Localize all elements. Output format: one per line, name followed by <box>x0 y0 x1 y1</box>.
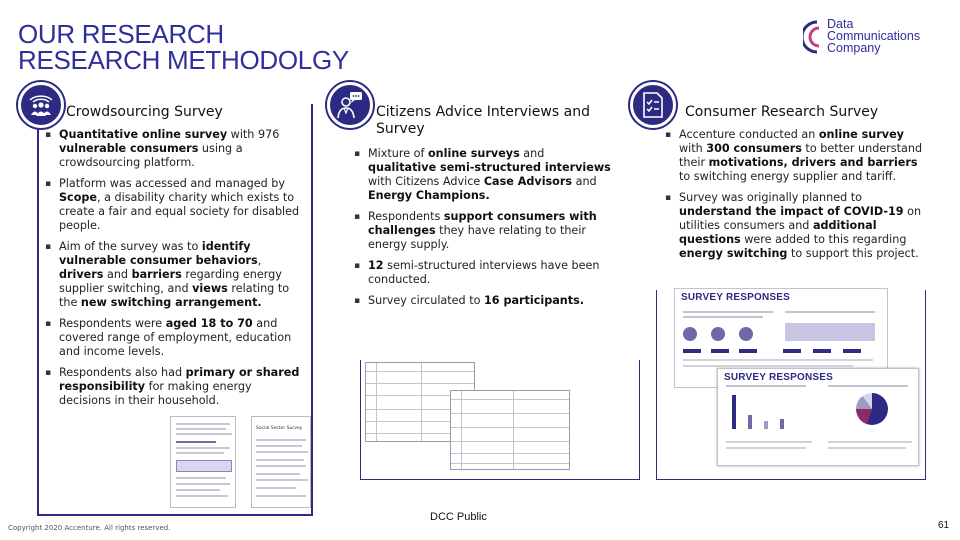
bullet-text: aged 18 to 70 <box>165 317 253 330</box>
dcc-logo-mark-icon <box>803 20 821 54</box>
bullet-item <box>45 128 307 170</box>
bullet-text: with <box>679 142 707 155</box>
bullet-text: Survey was originally planned to <box>679 191 862 204</box>
page-number: 61 <box>938 520 950 531</box>
page-title-line2: RESEARCH METHODOLGY <box>18 45 349 75</box>
bullet-item <box>354 147 616 203</box>
checklist-icon <box>639 91 667 119</box>
interview-icon-badge <box>327 82 373 128</box>
interview-table-screenshot-2 <box>450 390 570 470</box>
dcc-logo <box>803 18 943 58</box>
bullet-item <box>45 177 307 233</box>
crowd-icon <box>27 91 55 119</box>
bullet-text: , <box>257 254 262 267</box>
citizens-advice-title: Citizens Advice Interviews and Survey <box>376 104 590 137</box>
bullet-text: motivations, drivers and barriers <box>708 156 918 169</box>
bullet-text: Accenture conducted an <box>679 128 819 141</box>
bullet-text: for making energy decisions in their household. <box>59 380 252 407</box>
copyright-notice: Copyright 2020 Accenture. All rights reserved. <box>8 524 171 532</box>
bullet-text: qualitative semi-structured interviews <box>368 161 611 174</box>
bullet-text: online survey <box>818 128 904 141</box>
bullet-text: online surveys <box>428 147 520 160</box>
bullet-text: energy switching <box>679 247 788 260</box>
bullet-text: Respondents also had <box>59 366 186 379</box>
interview-icon <box>336 91 364 119</box>
bullet-text: to better understand their <box>679 142 923 169</box>
bullet-text: with 976 <box>227 128 280 141</box>
bullet-text: 16 participants. <box>484 294 584 307</box>
bullet-item <box>665 128 927 184</box>
crowdsourcing-bullets <box>45 128 307 415</box>
bullet-item <box>354 294 616 308</box>
bullet-text: and <box>572 175 597 188</box>
bullet-text: Case Advisors <box>483 175 573 188</box>
bullet-text: Aim of the survey was to <box>59 240 202 253</box>
bullet-text: new switching arrangement. <box>80 296 262 309</box>
bullet-text: Platform was accessed and managed by <box>59 177 286 190</box>
bullet-text: Quantitative online survey <box>59 128 228 141</box>
bullet-text: to support this project. <box>787 247 919 260</box>
bullet-text: using a crowdsourcing platform. <box>59 142 243 169</box>
bullet-text: relating to the <box>59 282 290 309</box>
logo-line-communications: Communications <box>827 29 921 43</box>
bullet-text: drivers <box>59 268 104 281</box>
bullet-text: primary or shared responsibility <box>59 366 300 393</box>
logo-line-company: Company <box>827 41 881 55</box>
dcc-logo-text <box>827 18 920 54</box>
bullet-text: vulnerable consumers <box>59 142 199 155</box>
classification-label: DCC Public <box>430 511 487 523</box>
bullet-text: on utilities consumers and <box>679 205 922 232</box>
survey-responses-title-2: SURVEY RESPONSES <box>724 372 833 383</box>
survey-responses-title-1: SURVEY RESPONSES <box>681 292 790 303</box>
bullet-text: support consumers with challenges <box>368 210 597 237</box>
bullet-text: to switching energy supplier and tariff. <box>679 170 897 183</box>
bullet-text: were added to this regarding <box>740 233 907 246</box>
crowdsourcing-survey-screenshot-1 <box>170 416 236 508</box>
survey-responses-screenshot-2 <box>717 368 919 466</box>
crowd-icon-badge <box>18 82 64 128</box>
bullet-text: 12 <box>368 259 384 272</box>
bullet-text: Respondents were <box>59 317 166 330</box>
bullet-text: Survey circulated to <box>368 294 485 307</box>
crowdsourcing-survey-screenshot-2 <box>251 416 311 508</box>
bullet-item <box>45 366 307 408</box>
bullet-text: views <box>192 282 228 295</box>
bullet-item <box>354 210 616 252</box>
bullet-text: identify vulnerable consumer behaviors <box>59 240 258 267</box>
bullet-text: semi-structured interviews have been conducted. <box>368 259 600 286</box>
logo-line-data: Data <box>827 17 854 31</box>
consumer-research-title: Consumer Research Survey <box>685 104 879 120</box>
crowdsourcing-title: Crowdsourcing Survey <box>66 104 223 120</box>
bullet-text: Respondents <box>368 210 444 223</box>
bullet-text: they have relating to their energy supply. <box>368 224 587 251</box>
bullet-text: , a disability charity which exists to create a fair and equal society for disabled people. <box>59 191 300 232</box>
bullet-item <box>665 191 927 261</box>
bullet-text: understand the impact of COVID-19 <box>679 205 904 218</box>
bullet-text: Mixture of <box>368 147 428 160</box>
page-title-line1: OUR RESEARCH <box>18 19 224 49</box>
bullet-text: and covered range of employment, education and income levels. <box>59 317 292 358</box>
bullet-text: with Citizens Advice <box>368 175 484 188</box>
consumer-research-bullets <box>665 128 927 268</box>
checklist-icon-badge <box>630 82 676 128</box>
bullet-text: additional questions <box>679 219 877 246</box>
bullet-item <box>45 240 307 310</box>
bullet-item <box>354 259 616 287</box>
bullet-text: Energy Champions. <box>368 189 490 202</box>
bullet-text: Scope <box>59 191 97 204</box>
bullet-text: and <box>519 147 545 160</box>
bullet-text: and <box>103 268 132 281</box>
scope-tab-label: Social Sector Survey <box>256 426 303 431</box>
bullet-text: barriers <box>131 268 182 281</box>
bullet-item <box>45 317 307 359</box>
bullet-text: regarding energy supplier switching, and <box>59 268 282 295</box>
bullet-text: 300 consumers <box>706 142 802 155</box>
citizens-advice-bullets <box>354 147 616 315</box>
